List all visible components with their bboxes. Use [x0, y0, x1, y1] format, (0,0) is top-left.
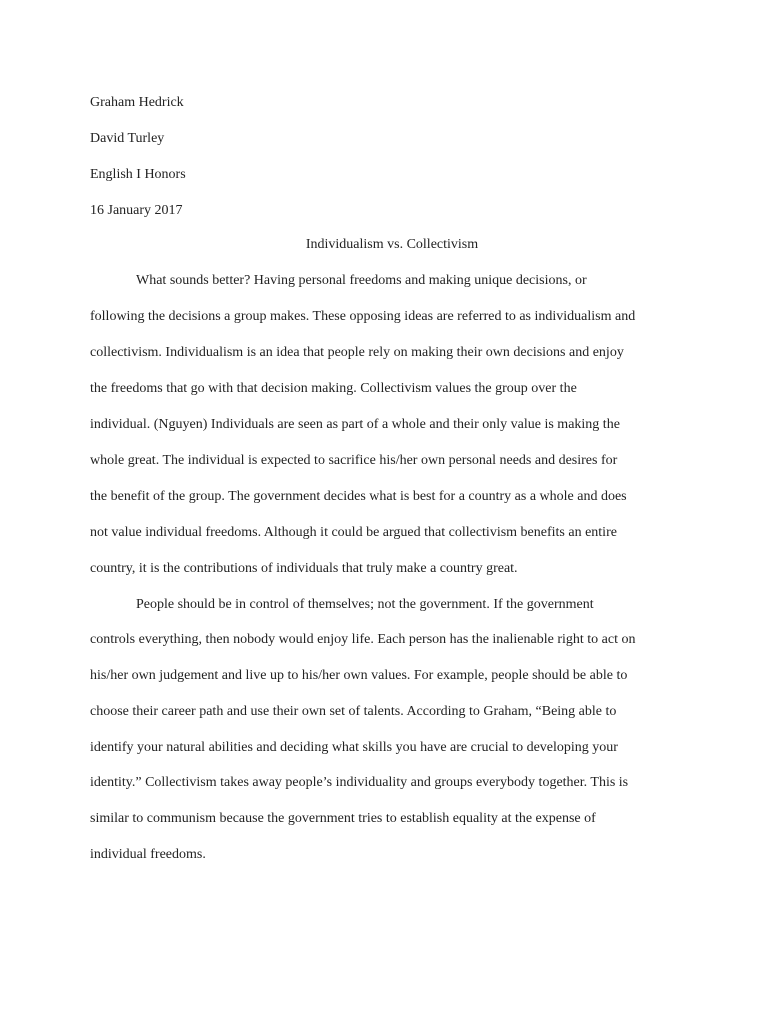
paragraph-line: the freedoms that go with that decision making. Collectivism values the group over the	[90, 381, 577, 396]
paragraph-line: individual freedoms.	[90, 847, 206, 862]
paragraph-line: collectivism. Individualism is an idea that people rely on making their own decisions and enjoy	[90, 345, 624, 360]
paragraph-line: country, it is the contributions of individuals that truly make a country great.	[90, 561, 518, 576]
instructor-name: David Turley	[90, 131, 165, 146]
paragraph-line: similar to communism because the government tries to establish equality at the expense of	[90, 811, 596, 826]
course-name: English I Honors	[90, 167, 186, 182]
paragraph-line: controls everything, then nobody would enjoy life. Each person has the inalienable right to act on	[90, 632, 636, 647]
author-name: Graham Hedrick	[90, 95, 184, 110]
paragraph-line: not value individual freedoms. Although it could be argued that collectivism benefits an entire	[90, 525, 617, 540]
paragraph-line: identify your natural abilities and deciding what skills you have are crucial to developing your	[90, 740, 618, 755]
paragraph-line: People should be in control of themselves; not the government. If the government	[136, 597, 594, 612]
paragraph-line: his/her own judgement and live up to his/her own values. For example, people should be able to	[90, 668, 628, 683]
paragraph-line: whole great. The individual is expected to sacrifice his/her own personal needs and desires for	[90, 453, 618, 468]
essay-date: 16 January 2017	[90, 203, 183, 218]
paragraph-line: What sounds better? Having personal freedoms and making unique decisions, or	[136, 273, 587, 288]
essay-title: Individualism vs. Collectivism	[305, 237, 479, 252]
paragraph-line: the benefit of the group. The government decides what is best for a country as a whole and does	[90, 489, 627, 504]
paragraph-line: identity.” Collectivism takes away people’s individuality and groups everybody together. This is	[90, 775, 629, 790]
paragraph-line: choose their career path and use their own set of talents. According to Graham, “Being able to	[90, 704, 617, 719]
paragraph-line: following the decisions a group makes. These opposing ideas are referred to as individualism and	[90, 309, 636, 324]
paragraph-line: individual. (Nguyen) Individuals are seen as part of a whole and their only value is making the	[90, 417, 620, 432]
